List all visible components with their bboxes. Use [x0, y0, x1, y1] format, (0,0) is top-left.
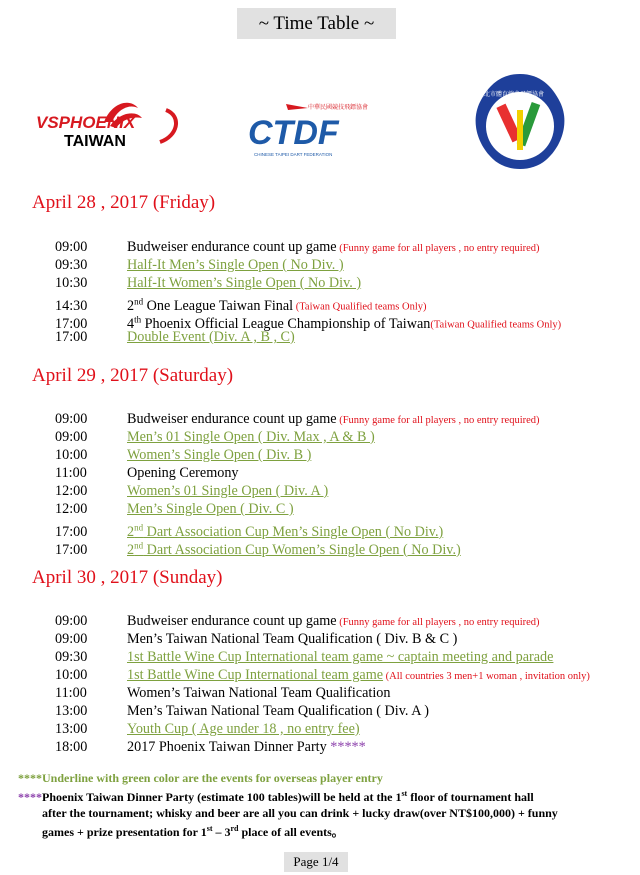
event-text: 1st Battle Wine Cup International team game	[127, 667, 384, 683]
overseas-event-link	[127, 542, 461, 558]
event-time: 09:00	[55, 631, 88, 647]
event-text: Men’s 01 Single Open ( Div. Max , A & B )	[127, 429, 375, 445]
footnote-green-stars: ****	[18, 771, 42, 785]
page-title: ~ Time Table ~	[237, 8, 396, 39]
ctdf-logo	[246, 98, 392, 160]
footnote-dinner-text-c: games + prize presentation for 1	[42, 825, 207, 839]
event-time: 12:00	[55, 501, 88, 517]
footnote-sup-1: st	[401, 789, 408, 798]
footnote-sup-3: rd	[230, 824, 239, 833]
logo-sub-text: TAIWAN	[64, 133, 126, 150]
event-time: 14:30	[55, 297, 88, 314]
event-time: 17:00	[55, 315, 88, 332]
event-time: 13:00	[55, 703, 88, 719]
day-heading-april-29: April 29 , 2017 (Saturday)	[32, 365, 234, 386]
event-text: Half-It Women’s Single Open ( No Div. )	[127, 275, 362, 291]
ctdf-main-text: CTDF	[248, 114, 339, 152]
event-ordinal-suffix: th	[134, 314, 142, 324]
event-text: Double Event (Div. A , B , C)	[127, 329, 295, 345]
event-ordinal-suffix: nd	[134, 296, 144, 306]
event-ordinal-suffix: nd	[134, 540, 144, 550]
event-text: Budweiser endurance count up game	[127, 411, 337, 427]
event-ordinal: 2	[127, 297, 135, 314]
page-number: Page 1/4	[284, 852, 348, 872]
day-heading-april-30: April 30 , 2017 (Sunday)	[32, 567, 223, 588]
event-time: 09:00	[55, 613, 88, 629]
logo-main-text: VSPHOENIX	[36, 113, 136, 132]
event-time: 09:30	[55, 649, 88, 665]
event-time: 09:00	[55, 239, 88, 255]
event-time: 12:00	[55, 483, 88, 499]
overseas-event-link	[127, 501, 294, 517]
event-name	[127, 631, 457, 647]
event-text: Women’s 01 Single Open ( Div. A )	[127, 483, 329, 499]
overseas-event-link	[127, 721, 360, 737]
event-time: 18:00	[55, 739, 88, 755]
schedule-row	[55, 666, 590, 686]
ctdf-cn-text: 中華民國競技飛鏢協會	[308, 104, 369, 111]
event-text: 2017 Phoenix Taiwan Dinner Party	[127, 739, 331, 755]
event-time: 10:00	[55, 447, 88, 463]
event-name	[127, 685, 390, 701]
event-time: 09:00	[55, 411, 88, 427]
event-time: 17:00	[55, 541, 88, 558]
event-time: 10:30	[55, 275, 88, 291]
overseas-event-link	[127, 429, 375, 445]
event-text: Women’s Single Open ( Div. B )	[127, 447, 312, 463]
event-name	[127, 465, 239, 481]
footnote-green-events	[18, 770, 383, 786]
schedule-row	[55, 720, 360, 738]
event-text: Youth Cup ( Age under 18 , no entry fee)	[127, 721, 360, 737]
schedule-row	[55, 256, 344, 274]
footnote-dinner-text-d: – 3	[212, 825, 231, 839]
overseas-event-link	[127, 483, 328, 499]
footnote-green-text: Underline with green color are the events for overseas player entry	[42, 771, 383, 785]
schedule-row	[55, 630, 457, 648]
overseas-event-link	[127, 275, 361, 291]
schedule-row	[55, 446, 311, 464]
event-time: 13:00	[55, 721, 88, 737]
event-text: Dart Association Cup Men’s Single Open ( No Div.)	[143, 523, 444, 540]
taipei-dart-association-logo	[470, 72, 570, 174]
schedule-row	[55, 702, 429, 720]
footnote-dinner-line-3	[18, 821, 558, 840]
schedule-row	[55, 648, 553, 666]
event-name	[127, 739, 330, 755]
schedule-row	[55, 464, 239, 482]
schedule-row	[55, 328, 295, 346]
schedule-row	[55, 738, 366, 756]
footnote-dinner-text-b: floor of tournament hall	[407, 790, 534, 804]
schedule-row	[55, 238, 540, 258]
footnote-dinner-text-e: place of all events。	[238, 825, 344, 839]
footnote-sup-2: st	[206, 824, 213, 833]
event-name	[127, 239, 337, 255]
event-time: 09:30	[55, 257, 88, 273]
event-text: Opening Ceremony	[127, 465, 239, 481]
overseas-event-link	[127, 667, 383, 683]
event-text: One League Taiwan Final	[143, 297, 294, 314]
schedule-row	[55, 274, 361, 292]
event-time: 09:00	[55, 429, 88, 445]
event-text: Men’s Single Open ( Div. C )	[127, 501, 294, 517]
event-note: (Taiwan Qualified teams Only)	[430, 319, 562, 331]
overseas-event-link	[127, 649, 553, 665]
event-ordinal: 4	[127, 315, 135, 332]
schedule-row	[55, 536, 461, 559]
schedule-row	[55, 612, 540, 632]
event-name	[127, 613, 337, 629]
event-time: 11:00	[55, 685, 87, 701]
event-text: Men’s Taiwan National Team Qualification ( Div. B & C )	[127, 631, 458, 647]
event-ordinal: 2	[127, 541, 135, 558]
event-time: 10:00	[55, 667, 88, 683]
schedule-row	[55, 428, 375, 446]
event-text: 1st Battle Wine Cup International team game ~ captain meeting and parade	[127, 649, 554, 665]
taipei-cn-text: 臺北市體育總會飛鏢協會	[478, 91, 545, 98]
event-text: Women’s Taiwan National Team Qualification	[127, 685, 391, 701]
event-note: (Funny game for all players , no entry required)	[336, 617, 540, 628]
event-name	[127, 703, 429, 719]
schedule-row	[55, 684, 390, 702]
event-note: (Taiwan Qualified teams Only)	[293, 301, 427, 313]
schedule-row	[55, 410, 540, 430]
overseas-event-link	[127, 257, 344, 273]
event-text: Budweiser endurance count up game	[127, 613, 337, 629]
event-ordinal-suffix: nd	[134, 522, 144, 532]
event-note: (All countries 3 men+1 woman , invitation only)	[383, 671, 590, 682]
event-time: 17:00	[55, 523, 88, 540]
event-text: Budweiser endurance count up game	[127, 239, 337, 255]
event-text: Phoenix Official League Championship of Taiwan	[141, 315, 431, 332]
footnote-dinner-line-2: after the tournament; whisky and beer are all you can drink + lucky draw(over NT$100,000) + funny	[42, 806, 558, 820]
event-text: Half-It Men’s Single Open ( No Div. )	[127, 257, 344, 273]
dart-icon	[286, 104, 308, 110]
event-time: 17:00	[55, 329, 88, 345]
schedule-row	[55, 500, 294, 518]
footnote-dinner-party	[18, 786, 558, 840]
overseas-event-link	[127, 447, 311, 463]
schedule-row	[55, 482, 328, 500]
event-ordinal: 2	[127, 523, 135, 540]
event-note: (Funny game for all players , no entry required)	[336, 415, 540, 426]
event-name	[127, 411, 337, 427]
event-time: 11:00	[55, 465, 87, 481]
event-note: (Funny game for all players , no entry required)	[336, 243, 540, 254]
overseas-event-link	[127, 329, 295, 345]
footnote-purple-stars: ****	[18, 790, 42, 804]
footnote-dinner-text-a: Phoenix Taiwan Dinner Party (estimate 100 tables)will be held at the 1	[42, 790, 402, 804]
event-text: Men’s Taiwan National Team Qualification ( Div. A )	[127, 703, 429, 719]
event-stars: *****	[330, 739, 366, 755]
day-heading-april-28: April 28 , 2017 (Friday)	[32, 192, 216, 213]
vsphoenix-taiwan-logo	[34, 96, 184, 150]
ctdf-sub-text: CHINESE TAIPEI DART FEDERATION	[254, 152, 333, 157]
logo-row	[0, 68, 640, 178]
event-text: Dart Association Cup Women’s Single Open ( No Div.)	[143, 541, 461, 558]
